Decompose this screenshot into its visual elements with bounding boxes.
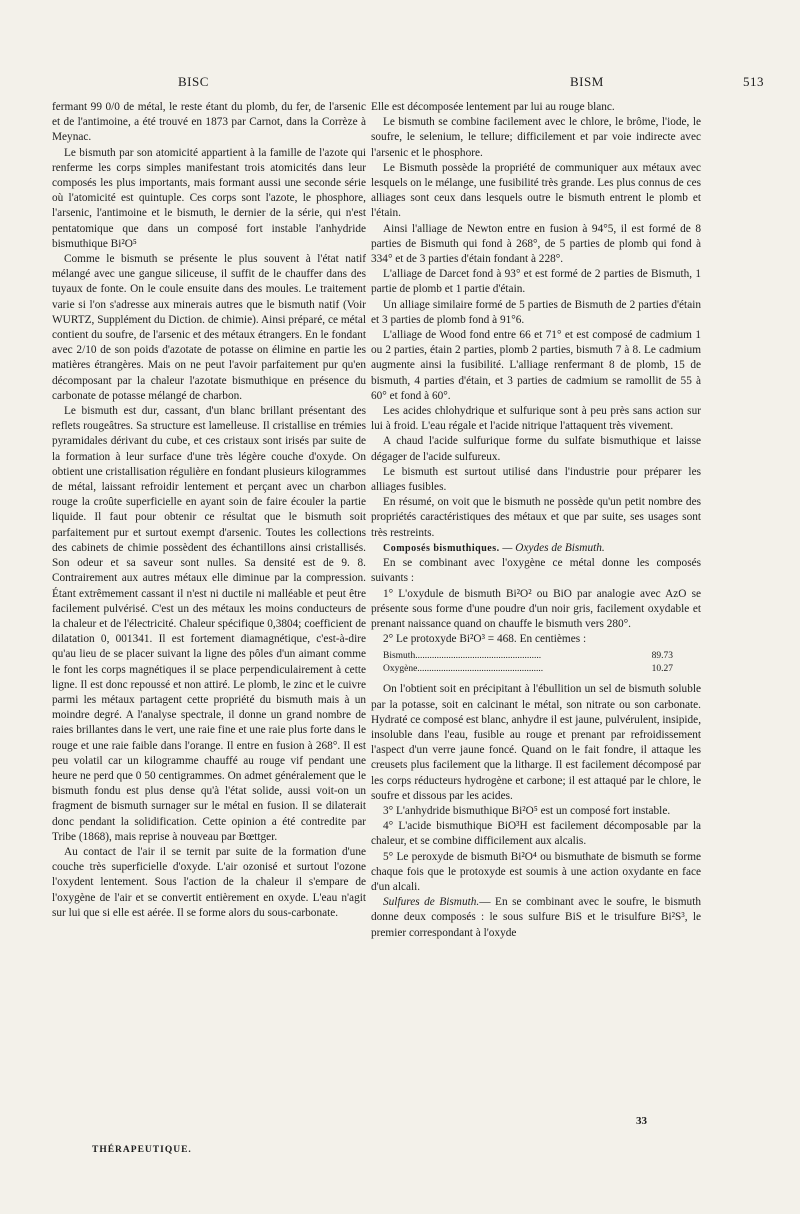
- table-label: Oxygène.....................................................: [383, 664, 544, 675]
- paragraph: [371, 895, 701, 941]
- sulfures-text: — En se combinant avec le soufre, le bismuth donne deux composés : le sous sulfure BiS et le trisulfure Bi²S³, le premier correspondant à l'oxyde: [371, 896, 701, 939]
- left-column: [52, 100, 366, 921]
- paragraph: En se combinant avec l'oxygène ce métal donne les composés suivants :: [371, 557, 701, 585]
- paragraph: 4° L'acide bismuthique BiO³H est facilement décomposable par la chaleur, et se combine difficilement aux alcalis.: [371, 820, 701, 848]
- paragraph: L'alliage de Wood fond entre 66 et 71° et est composé de cadmium 1 ou 2 parties, étain 2 parties, plomb 2 parties, bismuth 7 à 8. Le cadmium augmente ainsi la fusibilité. L'alliage renfermant 8 de plomb, 15 de bismuth, 4 parties d'étain, et 3 parties de cadmium se ramollit de 55 à 60° et fond à 60°.: [371, 329, 701, 402]
- paragraph: Le bismuth par son atomicité appartient à la famille de l'azote qui renferme les corps simples manifestant trois atomicités dans leur composés les plus importants, mais formant aussi une seconde série où l'atomicité est quintuple. Ces corps sont l'azote, le phosphore, l'arsenic, l'antimoine et le bismuth, le dernier de la série, qui n'est pentatomique que dans un composé fort instable l'anhydride bismuthique Bi²O⁵: [52, 146, 366, 250]
- section-title: Composés bismuthiques.: [383, 542, 500, 554]
- table-value: 89.73: [651, 651, 673, 662]
- table-row: [383, 663, 673, 676]
- paragraph: Un alliage similaire formé de 5 parties de Bismuth de 2 parties d'étain et 3 parties de plomb fond à 91°6.: [371, 298, 701, 326]
- paragraph: Au contact de l'air il se ternit par suite de la formation d'une couche très superficielle d'oxyde. L'air ozonisé et surtout l'ozone l'oxydent lentement. Sous l'action de la chaleur il s'empare de l'oxygène de l'air et se convertit entièrement en oxyde. L'eau n'agit sur lui que si elle est aérée. Il se forme alors du sous-carbonate.: [52, 845, 366, 919]
- paragraph: En résumé, on voit que le bismuth ne possède qu'un petit nombre des propriétés caractéristiques des métaux et que par suite, ses usages sont très restreints.: [371, 496, 701, 539]
- paragraph: Les acides chlohydrique et sulfurique sont à peu près sans action sur lui à froid. L'eau régale et l'acide nitrique l'attaquent très vivement.: [371, 405, 701, 433]
- paragraph: Elle est décomposée lentement par lui au rouge blanc.: [371, 101, 615, 113]
- paragraph: Le bismuth est dur, cassant, d'un blanc brillant présentant des reflets rougeâtres. Sa structure est lamelleuse. Il cristallise en trémies pyramidales dérivant du cube, et ces cristaux sont irisés par suite de la formation à leur surface d'une très légère couche d'oxyde. On obtient une cristallisation régulière en fondant plusieurs kilogrammes de métal, laissant refroidir lentement et perçant avec un charbon rouge la croûte superficielle en ayant soin de faire écouler la partie liquide. Il faut pour obtenir ce résultat que le bismuth soit parfaitement pur et surtout exempt d'arsenic. Toutes les collections des cabinets de chimie possèdent des échantillons ainsi cristallisés. Son odeur et sa saveur sont nulles. Sa densité est de 9. 8. Contrairement aux autres métaux elle diminue par la compression. Étant extrêmement cassant il n'est ni ductile ni malléable et peut être facilement pulvérisé. C'est un des métaux les moins conducteurs de la chaleur et de l'électricité. Chaleur spécifique 0,3804; coefficient de dilatation 0, 001341. Il est fortement diamagnétique, c'est-à-dire qu'au lieu de se placer suivant la ligne des pôles d'un aimant comme le font les corps magnétiques il se place perpendiculairement à cette ligne. Il est donc repoussé et non attiré. Le plomb, le zinc et le cuivre parmi les métaux partagent cette propriété du bismuth mais à un moindre degré. A l'analyse spectrale, il donne un grand nombre de raies brillantes dans le vert, une raie fine et une raie plus forte dans le rouge et une raie faible dans l'orange. Il entre en fusion à 268°. Il est peu volatil car un kilogramme chauffé au rouge vif pendant une heure ne perd que 0 50 centigrammes. On admet généralement que le bismuth fondu est plus dense qu'à l'état solide, aussi voit-on un fragment de bismuth surnager sur le métal en fusion. Il se dilaterait donc pendant la solidification. Cette opinion a été contredite par Tribe (1868), mais reprise à nouveau par Bœttger.: [52, 405, 366, 843]
- sulfures-title: Sulfures de Bismuth.: [383, 896, 480, 909]
- paragraph: 5° Le peroxyde de bismuth Bi²O⁴ ou bismuthate de bismuth se forme chaque fois que le protoxyde est soumis à une action oxydante en face d'un alcali.: [371, 850, 701, 893]
- paragraph: L'alliage de Darcet fond à 93° et est formé de 2 parties de Bismuth, 1 partie de plomb et 1 partie d'étain.: [371, 268, 701, 296]
- paragraph: Ainsi l'alliage de Newton entre en fusion à 94°5, il est formé de 8 parties de Bismuth qui fond à 268°, de 5 parties de plomb qui fond à 334° et de 3 parties d'étain fondant à 228°.: [371, 222, 701, 266]
- paragraph: fermant 99 0/0 de métal, le reste étant du plomb, du fer, de l'arsenic et de l'antimoine, a été trouvé en 1873 par Carnot, dans la Corrèze à Meynac.: [52, 101, 366, 144]
- right-column: [371, 100, 701, 941]
- paragraph: On l'obtient soit en précipitant à l'ébullition un sel de bismuth soluble par la potasse, soit en calcinant le métal, son nitrate ou son carbonate. Hydraté ce composé est blanc, anhydre il est jaune, pulvérulent, insipide, insoluble dans l'eau, fusible au rouge et prenant par refroidissement l'aspect d'un verre jaune foncé. Quand on le fait fondre, il attaque les creusets plus facilement que la litharge. Il est facilement décomposé par les corps réducteurs hydrogène et carbone; il est attaqué par le chlore, le soufre et dissous par les acides.: [371, 683, 702, 802]
- paragraph: Le Bismuth possède la propriété de communiquer aux métaux avec lesquels on le mélange, une fusibilité très grande. Les plus connus de ces alliages sont ceux dans lesquels outre le bismuth entrent le plomb et l'étain.: [371, 161, 701, 220]
- table-row: [383, 650, 673, 663]
- footer-left: THÉRAPEUTIQUE.: [92, 1145, 192, 1155]
- header-right-word: BISM: [570, 74, 604, 89]
- composition-table: [383, 650, 673, 676]
- header-left-word: BISC: [178, 74, 209, 89]
- paragraph: 2° Le protoxyde Bi²O³ = 468. En centièmes :: [383, 633, 587, 646]
- paragraph: Comme le bismuth se présente le plus souvent à l'état natif mélangé avec une gangue siliceuse, il suffit de le chauffer dans des tuyaux de fonte. On le coule ensuite dans des moules. Le traitement varie si l'on s'adresse aux minerais autres que le bismuth natif (Voir WURTZ, Supplément du Diction. de chimie). Ainsi préparé, ce métal contient du soufre, de l'arsenic et des métaux étrangers. En le fondant avec 2/10 de son poids d'azotate de potasse on élimine en partie les matières étrangères. Mais on ne peut l'avoir parfaitement pur qu'en décomposant par la chaleur l'azotate bismuthique en présence du carbonate de potasse mélangé de charbon.: [52, 253, 366, 402]
- paragraph: 1° L'oxydule de bismuth Bi²O² ou BiO par analogie avec AzO se présente sous forme d'une poudre d'un noir gris, facilement oxydable et prenant naissance quand on chauffe le bismuth vers 280°.: [371, 587, 701, 630]
- paragraph: Le bismuth se combine facilement avec le chlore, le brôme, l'iode, le soufre, le selenium, le tellure; difficilement et par voie indirecte avec l'arsenic et le phosphore.: [371, 116, 701, 159]
- paragraph: 3° L'anhydride bismuthique Bi²O⁵ est un composé fort instable.: [383, 804, 671, 817]
- footer-signature: 33: [636, 1115, 647, 1127]
- section-heading: [371, 541, 701, 556]
- table-label: Bismuth.....................................................: [383, 651, 542, 662]
- table-value: 10.27: [651, 664, 673, 675]
- section-subtitle: — Oxydes de Bismuth.: [502, 541, 605, 554]
- running-header: [60, 74, 764, 94]
- paragraph: A chaud l'acide sulfurique forme du sulfate bismuthique et laisse dégager de l'acide sulfureux.: [371, 435, 701, 463]
- page-number: 513: [743, 74, 764, 89]
- paragraph: Le bismuth est surtout utilisé dans l'industrie pour préparer les alliages fusibles.: [371, 465, 701, 494]
